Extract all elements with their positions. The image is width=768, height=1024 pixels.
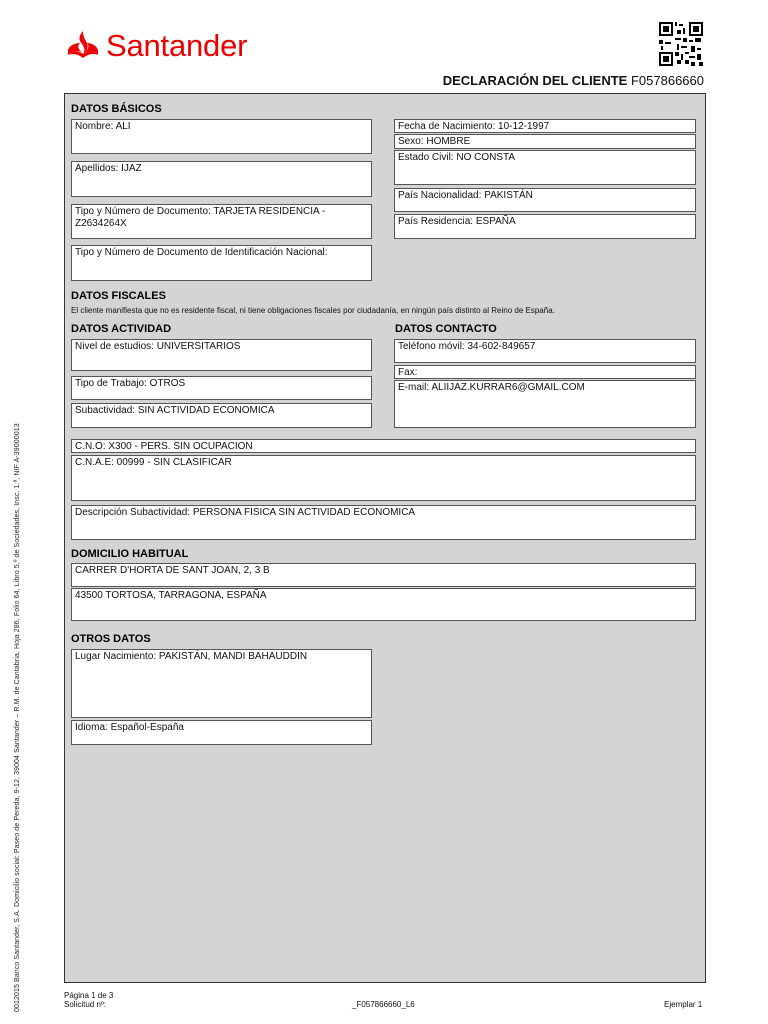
section-domicilio: DOMICILIO HABITUAL [71,548,189,560]
field-apellidos: Apellidos: IJAZ [71,161,372,197]
section-datos-fiscales: DATOS FISCALES [71,290,166,302]
footer-pagina: Página 1 de 3 [64,991,114,1000]
field-lugar-nacimiento: Lugar Nacimiento: PAKISTÁN, MANDI BAHAUDDIN [71,649,372,718]
document-title [443,73,704,88]
brand-name: Santander [106,28,248,63]
santander-flame-icon [66,29,100,63]
field-tipo-documento [71,204,372,239]
field-pais-nacionalidad: País Nacionalidad: PAKISTÁN [394,188,696,212]
field-idioma: Idioma: Español-España [71,720,372,745]
field-descripcion-subactividad: Descripción Subactividad: PERSONA FISICA SIN ACTIVIDAD ECONOMICA [71,505,696,540]
field-cno: C.N.O: X300 - PERS. SIN OCUPACION [71,439,696,453]
section-datos-basicos: DATOS BÁSICOS [71,103,162,115]
field-nivel-estudios: Nivel de estudios: UNIVERSITARIOS [71,339,372,371]
section-datos-actividad: DATOS ACTIVIDAD [71,323,172,335]
field-subactividad: Subactividad: SIN ACTIVIDAD ECONOMICA [71,403,372,428]
field-tipo-trabajo: Tipo de Trabajo: OTROS [71,376,372,400]
form-panel [64,93,706,983]
field-domicilio-linea1: CARRER D'HORTA DE SANT JOAN, 2, 3 B [71,563,696,587]
field-estado-civil: Estado Civil: NO CONSTA [394,150,696,185]
field-sexo: Sexo: HOMBRE [394,134,696,149]
document-code: F057866660 [630,73,704,88]
field-tipo-documento-line2: Z2634264X [75,218,127,229]
field-telefono: Teléfono móvil: 34-602-849657 [394,339,696,363]
section-datos-contacto: DATOS CONTACTO [395,323,497,335]
santander-logo [66,26,247,66]
legal-side-text: 0012015 Banco Santander, S.A. Domicilio social: Paseo de Pereda, 9-12, 39004 Santander – R.M. de Cantabria, Hoja 286, Folio 64, Libro 5.º de Sociedades, Insc. 1.ª, NIF A-39000013 [14,423,21,1012]
section-otros-datos: OTROS DATOS [71,633,151,645]
field-nombre: Nombre: ALI [71,119,372,154]
fiscal-note: El cliente manifiesta que no es residente fiscal, ni tiene obligaciones fiscales por ciudadanía, en ningún país distinto al Reino de España. [71,306,555,315]
field-tipo-documento-line1: Tipo y Número de Documento: TARJETA RESIDENCIA - [75,206,326,217]
field-domicilio-linea2: 43500 TORTOSA, TARRAGONA, ESPAÑA [71,588,696,621]
field-fecha-nacimiento: Fecha de Nacimiento: 10-12-1997 [394,119,696,133]
field-doc-nacional: Tipo y Número de Documento de Identificación Nacional: [71,245,372,281]
field-cnae: C.N.A.E: 00999 - SIN CLASIFICAR [71,455,696,501]
footer-solicitud: Solicitud nº: [64,1000,107,1009]
qr-code-icon [659,22,703,66]
footer-codigo: _F057866660_L6 [352,1000,415,1009]
field-pais-residencia: País Residencia: ESPAÑA [394,214,696,239]
document-title-text: DECLARACIÓN DEL CLIENTE [442,73,628,88]
footer-ejemplar: Ejemplar 1 [664,1000,703,1009]
field-fax: Fax: [394,365,696,379]
field-email: E-mail: ALIIJAZ.KURRAR6@GMAIL.COM [394,380,696,428]
